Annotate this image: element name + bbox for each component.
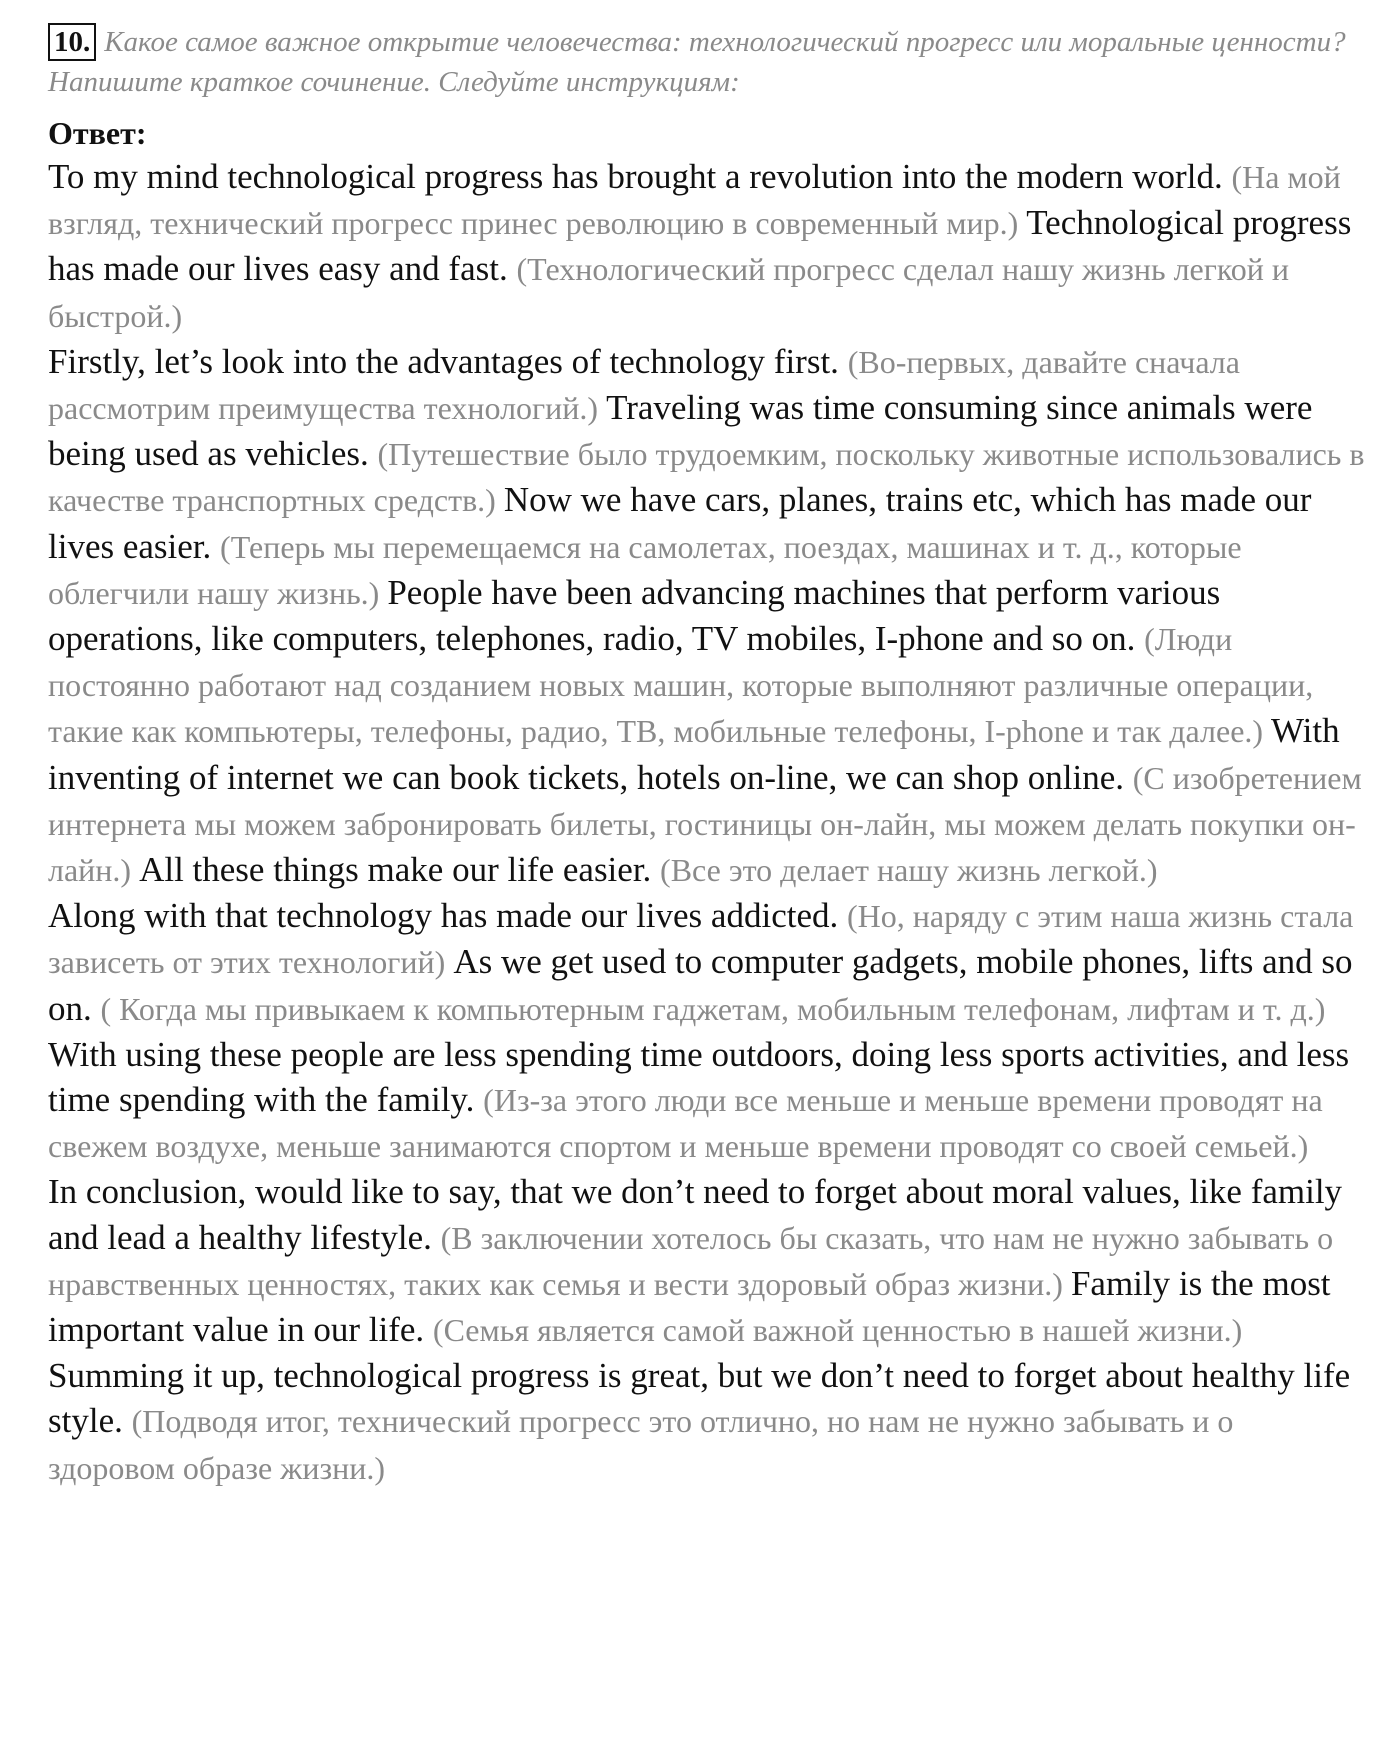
english-sentence: Now we have cars, planes, trains etc, which has made our lives easier. bbox=[48, 480, 1312, 566]
english-sentence: In conclusion, would like to say, that we don’t need to forget about moral values, like family and lead a healthy lifestyle. bbox=[48, 1172, 1343, 1257]
english-sentence: As we get used to computer gadgets, mobile phones, lifts and so on. bbox=[48, 942, 1353, 1028]
russian-translation: (Путешествие было трудоемким, поскольку животные использовались в качестве транспортных средств.) bbox=[48, 436, 1365, 519]
russian-translation: (На мой взгляд, технический прогресс принес революцию в современный мир.) bbox=[48, 159, 1341, 242]
answer-paragraph bbox=[48, 893, 1368, 1169]
task-prompt: Какое самое важное открытие человечества: технологический прогресс или моральные ценности? Напишите краткое сочинение. Следуйте инструкциям: bbox=[48, 26, 1346, 98]
english-sentence: With using these people are less spending time outdoors, doing less sports activities, and less time spending with the family. bbox=[48, 1034, 1350, 1120]
russian-translation: (С изобретением интернета мы можем забронировать билеты, гостиницы он-лайн, мы можем делать покупки он-лайн.) bbox=[48, 759, 1362, 889]
russian-translation: (Теперь мы перемещаемся на самолетах, поездах, машинах и т. д., которые облегчили нашу жизнь.) bbox=[48, 528, 1242, 611]
english-sentence: To my mind technological progress has brought a revolution into the modern world. bbox=[48, 157, 1232, 196]
russian-translation: (Люди постоянно работают над созданием новых машин, которые выполняют различные операции, такие как компьютеры, телефоны, радио, ТВ, мобильные телефоны, I-phone и так далее.) bbox=[48, 621, 1314, 750]
russian-translation: (Из-за этого люди все меньше и меньше времени проводят на свежем воздухе, меньше занимаются спортом и меньше времени проводят со своей семьей.) bbox=[48, 1082, 1323, 1165]
english-sentence: With inventing of internet we can book tickets, hotels on-line, we can shop online. bbox=[48, 711, 1340, 797]
english-sentence: Firstly, let’s look into the advantages of technology first. bbox=[48, 341, 848, 381]
russian-translation: (Подводя итог, технический прогресс это отлично, но нам не нужно забывать и о здоровом образе жизни.) bbox=[48, 1403, 1234, 1486]
english-sentence: Technological progress has made our lives easy and fast. bbox=[48, 203, 1352, 289]
document-page bbox=[48, 22, 1368, 1491]
russian-translation: (Во-первых, давайте сначала рассмотрим преимущества технологий.) bbox=[48, 343, 1240, 427]
russian-translation: (В заключении хотелось бы сказать, что нам не нужно забывать о нравственных ценностях, таких как семья и вести здоровый образ жизни.) bbox=[48, 1219, 1334, 1302]
task-header bbox=[48, 22, 1368, 102]
answer-body bbox=[48, 154, 1368, 1491]
english-sentence: Summing it up, technological progress is great, but we don’t need to forget about healthy life style. bbox=[48, 1356, 1351, 1441]
english-sentence: All these things make our life easier. bbox=[139, 850, 661, 890]
answer-paragraph bbox=[48, 339, 1368, 893]
english-sentence: People have been advancing machines that perform various operations, like computers, telephones, radio, TV mobiles, I-phone and so on. bbox=[48, 572, 1221, 659]
russian-translation: (Все это делает нашу жизнь легкой.) bbox=[660, 852, 1158, 889]
russian-translation: ( Когда мы привыкаем к компьютерным гаджетам, мобильным телефонам, лифтам и т. д.) bbox=[100, 990, 1326, 1027]
russian-translation: (Технологический прогресс сделал нашу жизнь легкой и быстрой.) bbox=[48, 251, 1290, 334]
russian-translation: (Семья является самой важной ценностью в нашей жизни.) bbox=[432, 1312, 1243, 1349]
task-number-box: 10. bbox=[48, 23, 96, 61]
russian-translation: (Но, наряду с этим наша жизнь стала зависеть от этих технологий) bbox=[48, 898, 1354, 981]
english-sentence: Traveling was time consuming since animals were being used as vehicles. bbox=[48, 388, 1313, 474]
english-sentence: Along with that technology has made our lives addicted. bbox=[48, 896, 847, 936]
answer-label: Ответ: bbox=[48, 115, 147, 151]
answer-paragraph bbox=[48, 1169, 1368, 1490]
answer-paragraph bbox=[48, 154, 1368, 339]
english-sentence: Family is the most important value in our life. bbox=[48, 1263, 1331, 1350]
